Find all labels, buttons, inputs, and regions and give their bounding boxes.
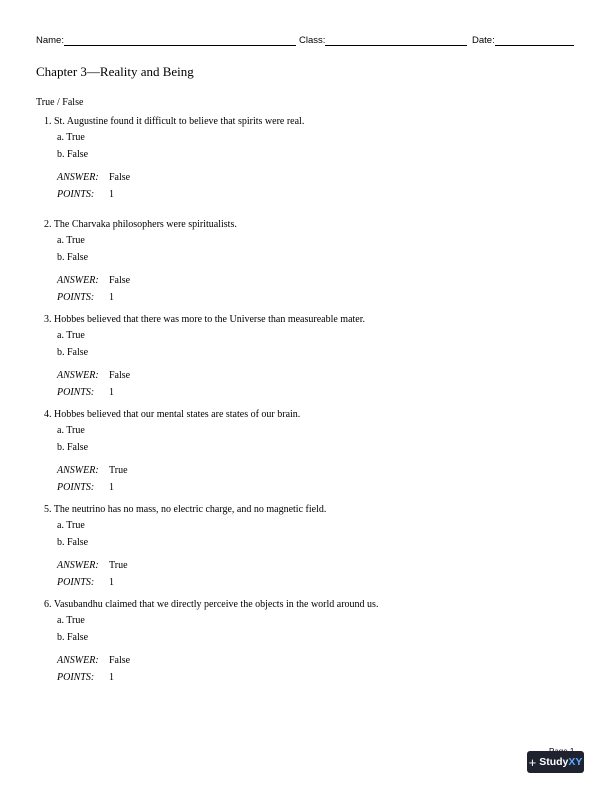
question-stem: Hobbes believed that our mental states are states of our brain. <box>54 409 301 420</box>
question-text <box>44 313 365 326</box>
question-number: 2. <box>44 219 52 230</box>
answer-row <box>57 369 130 382</box>
points-row <box>57 386 114 399</box>
answer-label: ANSWER: <box>57 655 99 666</box>
answer-row <box>57 464 128 477</box>
answer-label: ANSWER: <box>57 275 99 286</box>
answer-label: ANSWER: <box>57 560 99 571</box>
question-number: 1. <box>44 116 52 127</box>
answer-row <box>57 559 128 572</box>
name-field <box>36 34 296 46</box>
question-item <box>44 598 379 683</box>
points-row <box>57 481 114 494</box>
question-item <box>44 408 301 493</box>
points-value: 1 <box>109 482 114 493</box>
class-field <box>299 34 467 46</box>
date-field <box>472 34 574 46</box>
points-row <box>57 291 114 304</box>
answer-option: a. True <box>57 235 85 246</box>
question-number: 6. <box>44 599 52 610</box>
points-value: 1 <box>109 189 114 200</box>
answer-value: False <box>109 172 131 183</box>
answer-value: True <box>109 560 128 571</box>
answer-option: b. False <box>57 632 89 643</box>
question-number: 4. <box>44 409 52 420</box>
answer-row <box>57 274 130 287</box>
points-label: POINTS: <box>57 482 95 493</box>
date-label: Date: <box>472 35 495 46</box>
name-line <box>64 34 296 46</box>
class-label: Class: <box>299 35 326 46</box>
answer-label: ANSWER: <box>57 465 99 476</box>
section-label: True / False <box>36 97 84 108</box>
question-stem: St. Augustine found it difficult to believe that spirits were real. <box>54 116 305 127</box>
question-stem: The Charvaka philosophers were spiritualists. <box>53 219 237 230</box>
plus-icon: + <box>528 754 537 770</box>
question-stem: Vasubandhu claimed that we directly perceive the objects in the world around us. <box>53 599 379 610</box>
answer-row <box>57 654 130 667</box>
answer-option: b. False <box>57 149 89 160</box>
answer-value: False <box>109 655 131 666</box>
points-label: POINTS: <box>57 577 95 588</box>
answer-option: a. True <box>57 520 85 531</box>
answer-option: a. True <box>57 330 85 341</box>
answer-option: a. True <box>57 615 85 626</box>
answer-value: False <box>109 275 131 286</box>
question-text <box>44 408 300 421</box>
question-item <box>44 115 305 200</box>
question-item <box>44 313 365 398</box>
points-value: 1 <box>109 387 114 398</box>
question-item <box>44 218 237 303</box>
points-row <box>57 576 114 589</box>
answer-option: b. False <box>57 537 89 548</box>
points-row <box>57 671 114 684</box>
header-fields <box>36 34 576 50</box>
question-text <box>44 218 237 231</box>
answer-label: ANSWER: <box>57 370 99 381</box>
answer-option: b. False <box>57 442 89 453</box>
chapter-title: Chapter 3—Reality and Being <box>36 64 194 79</box>
question-text <box>44 503 326 516</box>
question-stem: The neutrino has no mass, no electric charge, and no magnetic field. <box>53 504 327 515</box>
name-label: Name: <box>36 35 64 46</box>
points-label: POINTS: <box>57 292 95 303</box>
points-row <box>57 188 114 201</box>
points-value: 1 <box>109 577 114 588</box>
points-label: POINTS: <box>57 189 95 200</box>
points-label: POINTS: <box>57 387 95 398</box>
answer-value: False <box>109 370 131 381</box>
date-line <box>495 34 574 46</box>
answer-value: True <box>109 465 128 476</box>
question-stem: Hobbes believed that there was more to the Universe than measureable mater. <box>54 314 365 325</box>
answer-label: ANSWER: <box>57 172 99 183</box>
points-label: POINTS: <box>57 672 95 683</box>
question-text <box>44 598 378 611</box>
points-value: 1 <box>109 672 114 683</box>
studyxy-logo[interactable] <box>527 751 584 773</box>
answer-option: a. True <box>57 425 85 436</box>
question-number: 3. <box>44 314 52 325</box>
brand-name: StudyXY <box>539 756 583 768</box>
answer-option: a. True <box>57 132 85 143</box>
question-text <box>44 115 304 128</box>
class-line <box>325 34 467 46</box>
question-number: 5. <box>44 504 52 515</box>
answer-option: b. False <box>57 347 89 358</box>
answer-row <box>57 171 130 184</box>
question-item <box>44 503 327 588</box>
points-value: 1 <box>109 292 114 303</box>
answer-option: b. False <box>57 252 89 263</box>
